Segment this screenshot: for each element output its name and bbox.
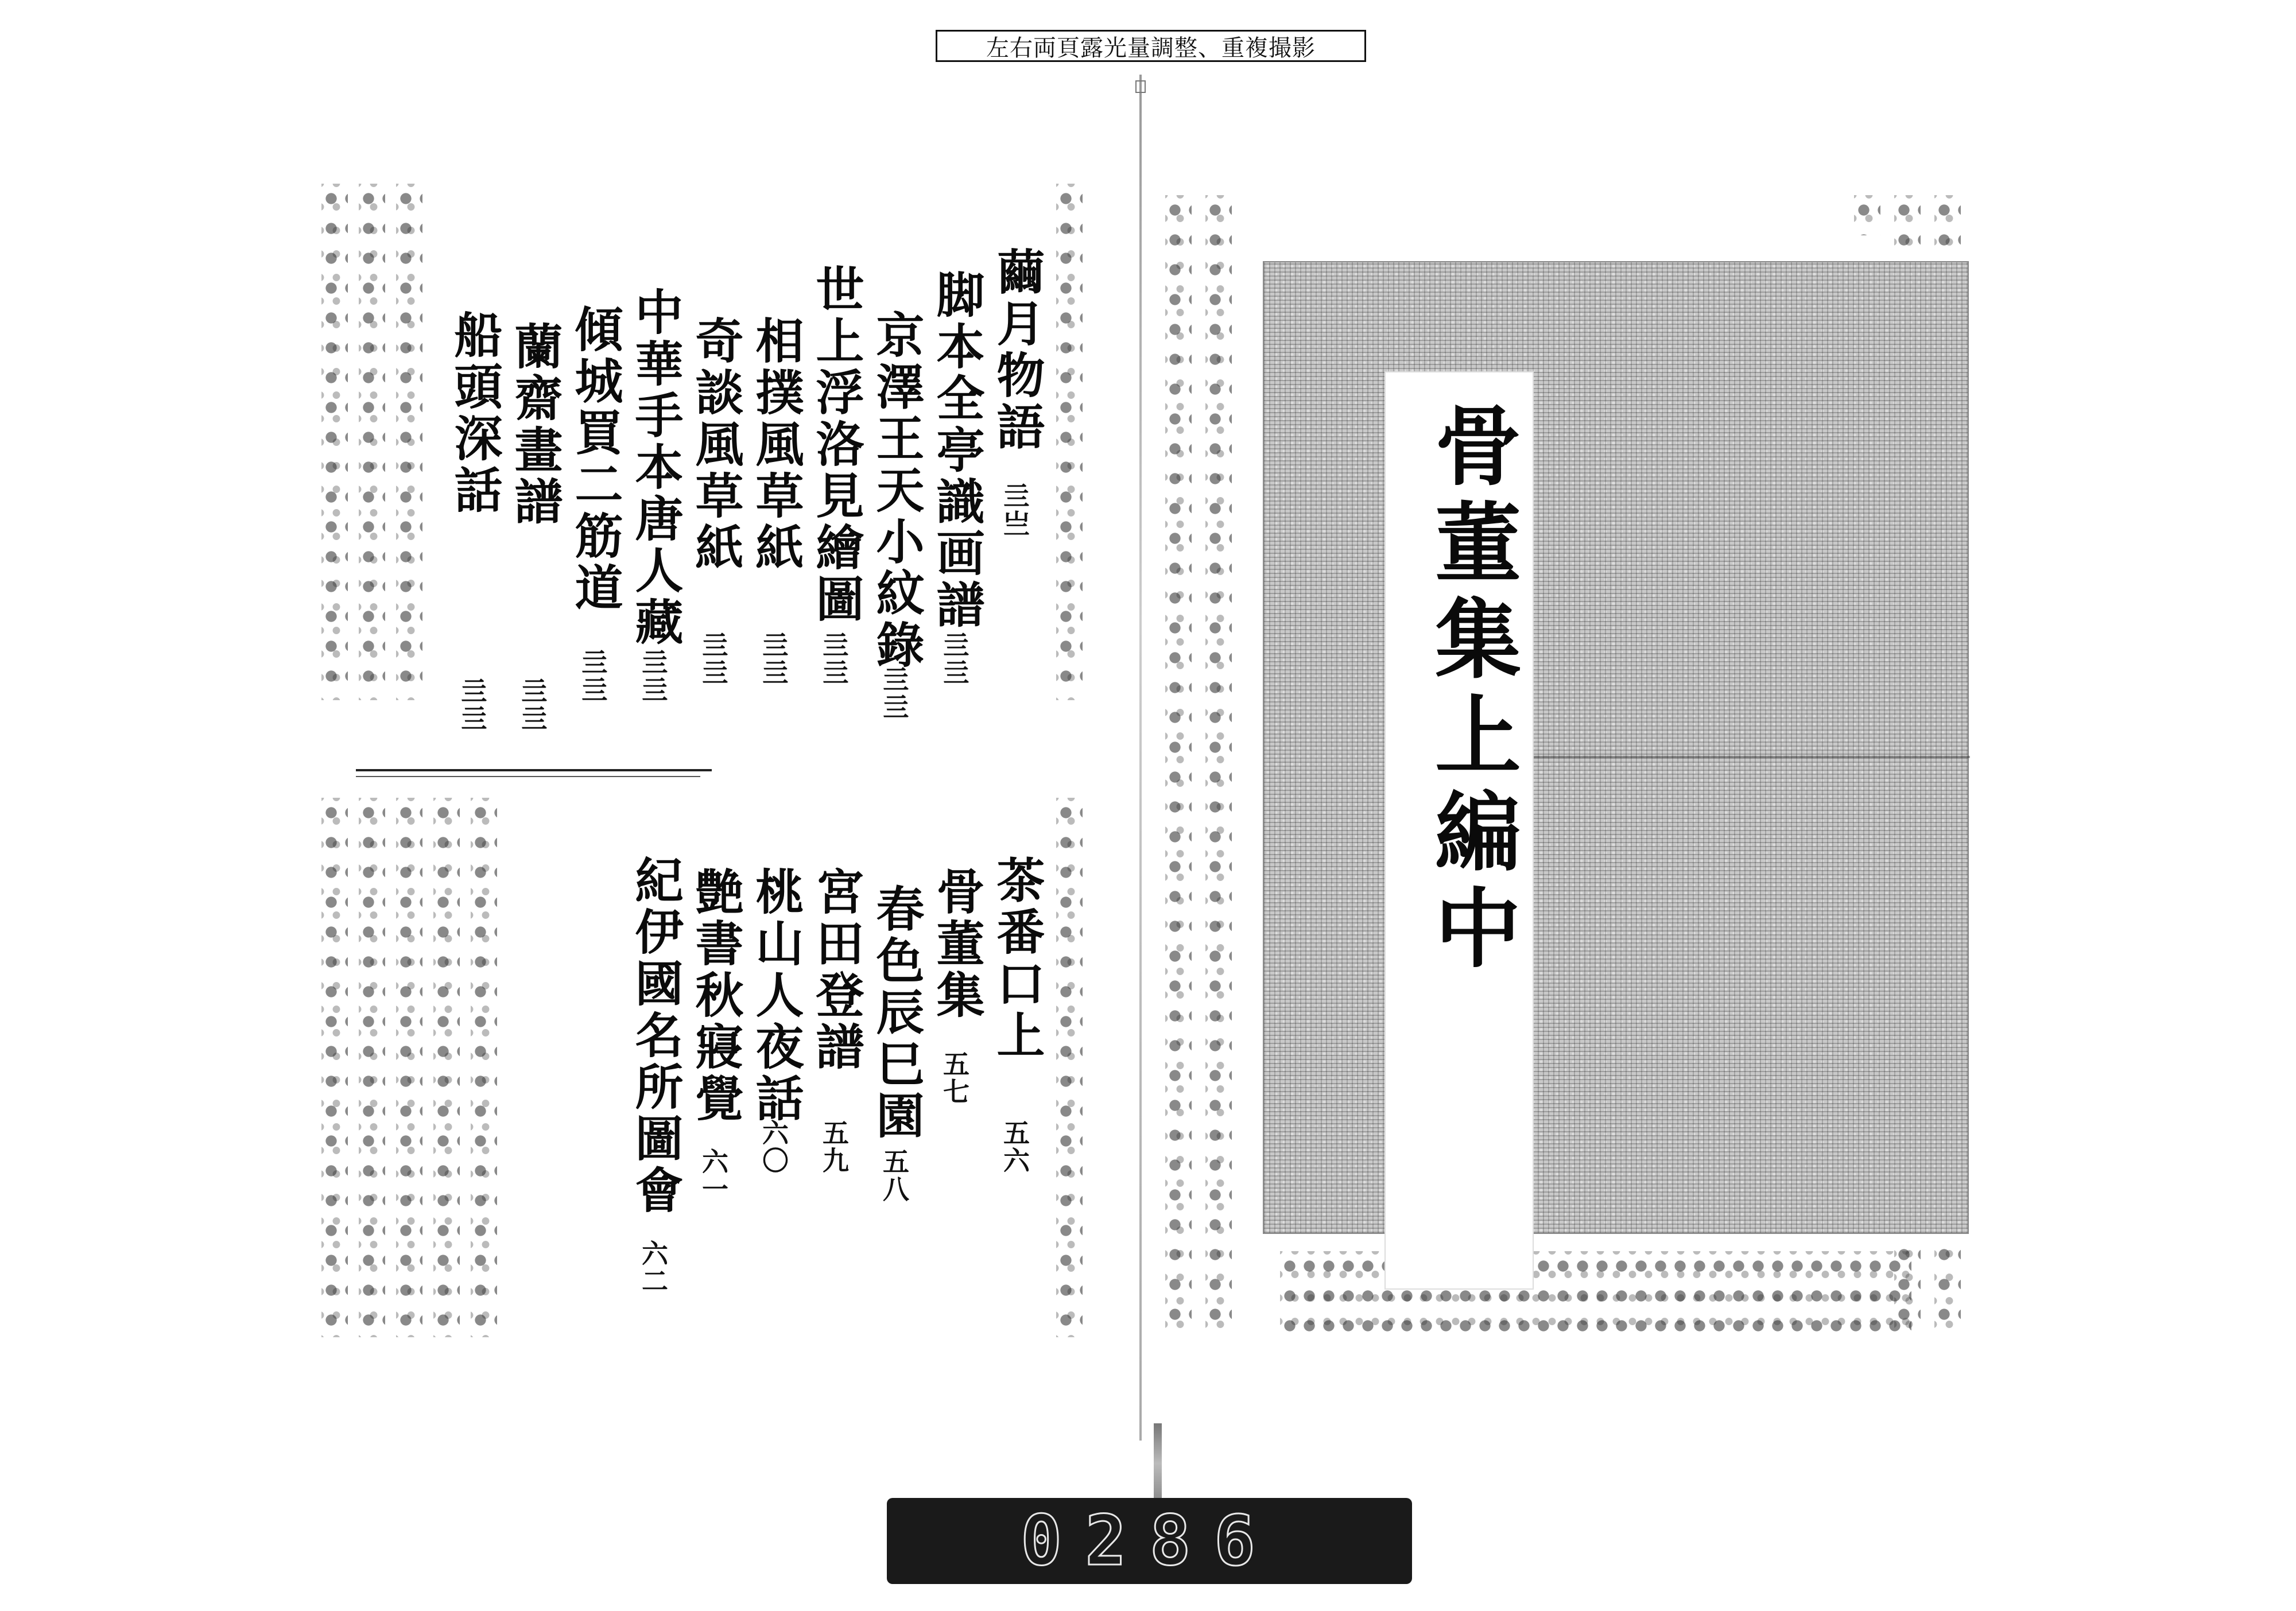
toc-entry-page: 亖亗 (999, 482, 1030, 537)
title-plate (1263, 261, 1969, 1234)
toc-entry-title: 桃山人夜話 (748, 867, 805, 1125)
toc-entry-title: 紀伊國名所圖會 (627, 855, 684, 1217)
toc-entry-title: 相撲風草紙 (748, 316, 805, 574)
reel-marker-tick (1154, 1423, 1162, 1504)
toc-entry-page: 亖亖 (577, 649, 608, 704)
toc-entry-page: 亖亖 (939, 631, 970, 686)
exposure-note: 左右両頁露光量調整、重複撮影 (936, 30, 1366, 62)
toc-entry-title: 傾城買二筋道 (567, 304, 624, 614)
left-page-contents (310, 172, 1114, 1366)
toc-entry-title: 奇談風草紙 (688, 316, 744, 574)
toc-entry-page: 亖亖 (819, 631, 850, 686)
faded-text-column (396, 184, 422, 700)
toc-entry-title: 宮田登譜 (808, 867, 865, 1073)
toc-entry-page: 亖亖 (517, 677, 548, 732)
toc-entry-title: 骨董集 (929, 867, 986, 1022)
toc-entry-title: 中華手本唐人藏 (627, 287, 684, 649)
toc-entry-page: 五七 (939, 1050, 970, 1105)
toc-entry-title: 蘭齋畫譜 (507, 321, 564, 528)
toc-entry-title: 脚本全亭識画譜 (929, 270, 986, 631)
reel-number: 0286 (1021, 1501, 1278, 1581)
reel-number-bar (887, 1498, 1412, 1584)
toc-entry-page: 五六 (999, 1119, 1030, 1174)
faded-text-column (359, 798, 385, 1337)
faded-text-column (1854, 195, 1880, 235)
toc-entry-title: 船頭深話 (447, 310, 503, 517)
faded-text-column (1056, 184, 1083, 700)
toc-entry-page: 五八 (879, 1148, 910, 1203)
spine-mark (1135, 80, 1146, 93)
faded-text-column (471, 798, 497, 1337)
toc-entry-page: 亖亖 (698, 631, 729, 686)
section-rule (356, 776, 700, 777)
toc-entry-page: 亖亖 (758, 631, 789, 686)
book-title: 骨董集上編中 (1420, 401, 1521, 980)
title-slip (1384, 371, 1534, 1290)
toc-entry-page: 六二 (638, 1240, 669, 1295)
faded-text-column (433, 798, 460, 1337)
faded-text-column (1165, 195, 1192, 1337)
toc-entry-page: 亖亖 (638, 649, 669, 704)
faded-text-column (1205, 195, 1232, 1337)
faded-text-column (359, 184, 385, 700)
toc-entry-page: 亖亖 (879, 666, 910, 721)
toc-entry-title: 京澤王天小紋錄 (868, 310, 925, 671)
toc-entry-page: 亖亖 (457, 677, 488, 732)
toc-entry-page: 六一 (698, 1148, 729, 1203)
toc-entry-title: 茶番口上 (989, 855, 1046, 1062)
right-page-title (1165, 172, 1986, 1366)
faded-text-row (1280, 1251, 1911, 1337)
book-gutter (1139, 75, 1142, 1441)
faded-text-column (321, 184, 348, 700)
section-rule (356, 769, 712, 771)
toc-entry-page: 五九 (819, 1119, 850, 1174)
toc-entry-title: 世上浮洛見繪圖 (808, 264, 865, 626)
faded-text-column (396, 798, 422, 1337)
toc-entry-title: 艶書秋寢覺 (688, 867, 744, 1125)
toc-entry-title: 春色辰巳園 (868, 884, 925, 1142)
faded-text-column (1056, 798, 1083, 1337)
faded-text-column (321, 798, 348, 1337)
toc-entry-title: 繭月物語 (989, 247, 1046, 453)
toc-entry-page: 六〇 (758, 1119, 789, 1174)
